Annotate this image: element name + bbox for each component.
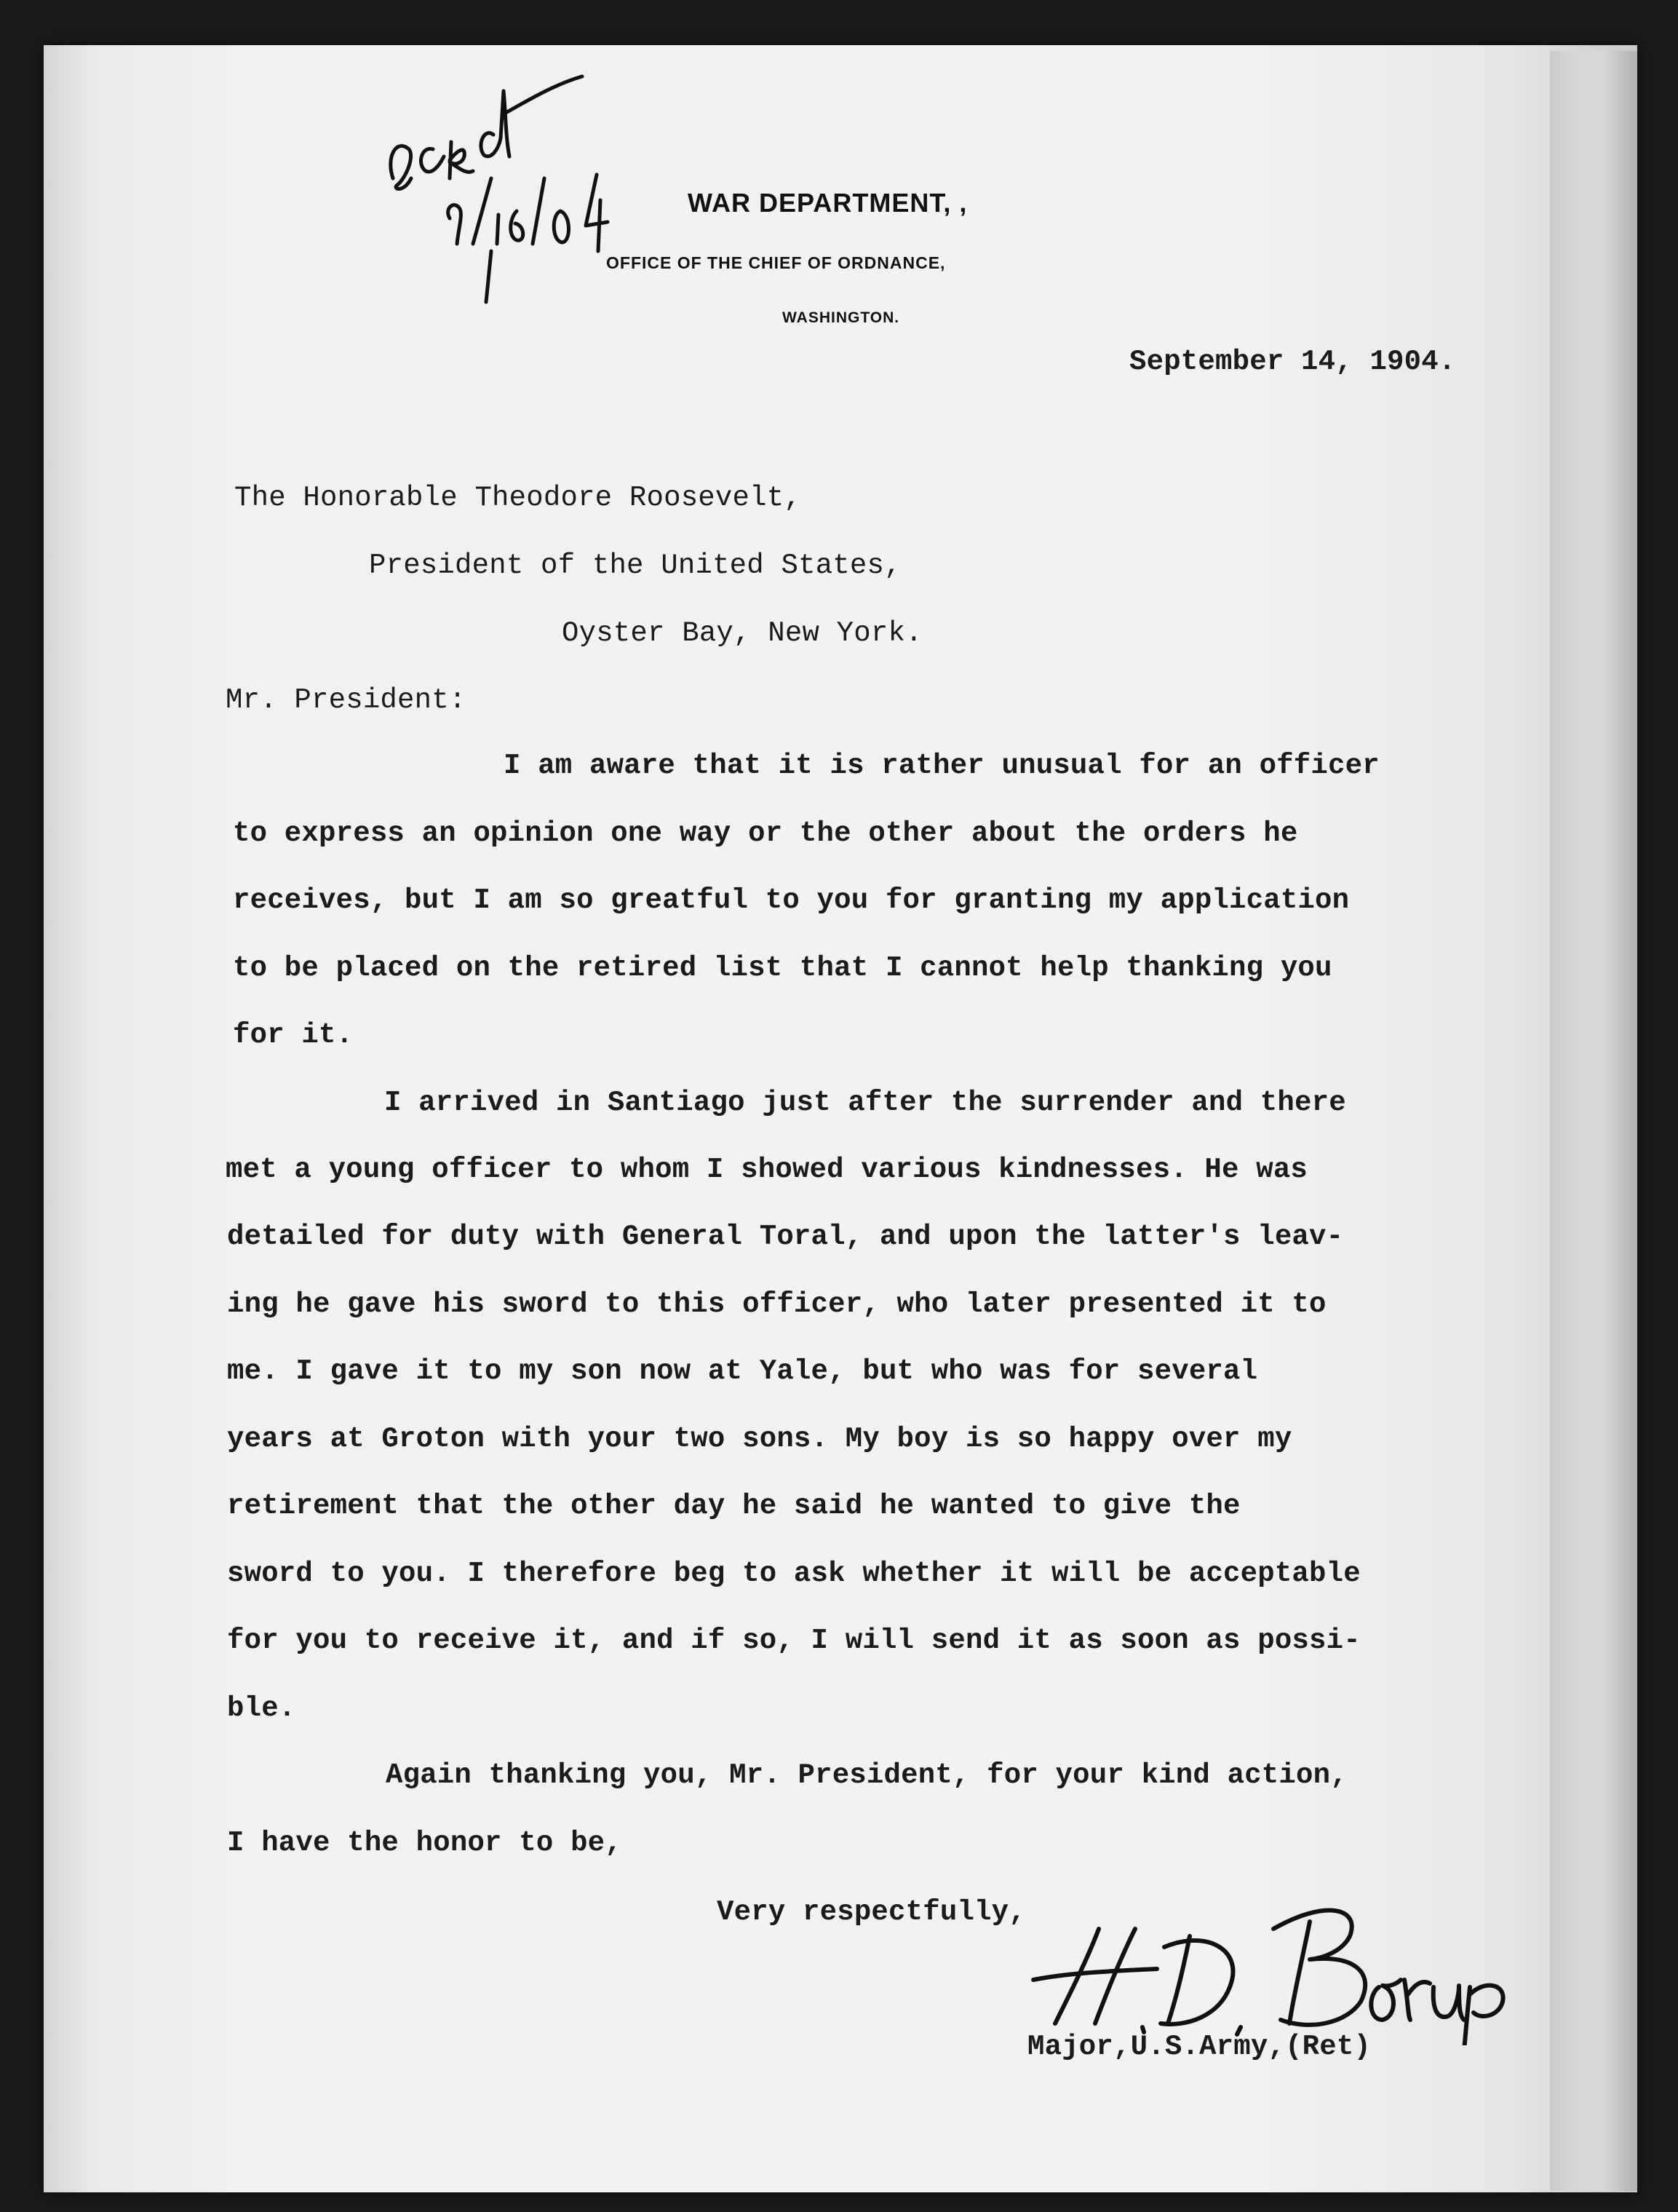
body-line: years at Groton with your two sons. My boy is so happy over my [227,1423,1292,1455]
body-line: Again thanking you, Mr. President, for your kind action, [386,1759,1348,1791]
body-line: for it. [233,1019,354,1051]
signature-title: Major,U.S.Army,(Ret) [1027,2031,1372,2063]
recipient-location: Oyster Bay, New York. [562,617,923,649]
body-line: to be placed on the retired list that I cannot help thanking you [233,952,1332,984]
salutation: Mr. President: [226,684,466,716]
body-line: I have the honor to be, [227,1827,622,1859]
page-edge-shadow [1550,51,1637,2191]
body-line: ble. [227,1692,296,1724]
body-line: for you to receive it, and if so, I will send it as soon as possi- [227,1625,1361,1657]
body-line: met a young officer to whom I showed various kindnesses. He was [226,1154,1308,1186]
recipient-title: President of the United States, [369,550,902,582]
letterhead-city: WASHINGTON. [782,309,900,326]
recipient-name: The Honorable Theodore Roosevelt, [234,482,801,514]
body-line: detailed for duty with General Toral, and upon the latter's leav- [227,1221,1344,1253]
body-line: I arrived in Santiago just after the surrender and there [384,1087,1346,1119]
body-line: me. I gave it to my son now at Yale, but who was for several [227,1355,1258,1387]
body-line: retirement that the other day he said he wanted to give the [227,1490,1241,1522]
body-line: ing he gave his sword to this officer, who later presented it to [227,1288,1327,1320]
letter-date: September 14, 1904. [1129,346,1456,378]
letterhead-office: OFFICE OF THE CHIEF OF ORDNANCE, [606,253,946,272]
body-line: receives, but I am so greatful to you for granting my application [233,884,1350,916]
closing: Very respectfully, [717,1896,1026,1928]
body-line: I am aware that it is rather unusual for an officer [504,750,1380,782]
body-line: to express an opinion one way or the other about the orders he [233,817,1298,849]
body-line: sword to you. I therefore beg to ask whether it will be acceptable [227,1558,1361,1590]
letterhead-department: WAR DEPARTMENT, , [688,188,968,218]
